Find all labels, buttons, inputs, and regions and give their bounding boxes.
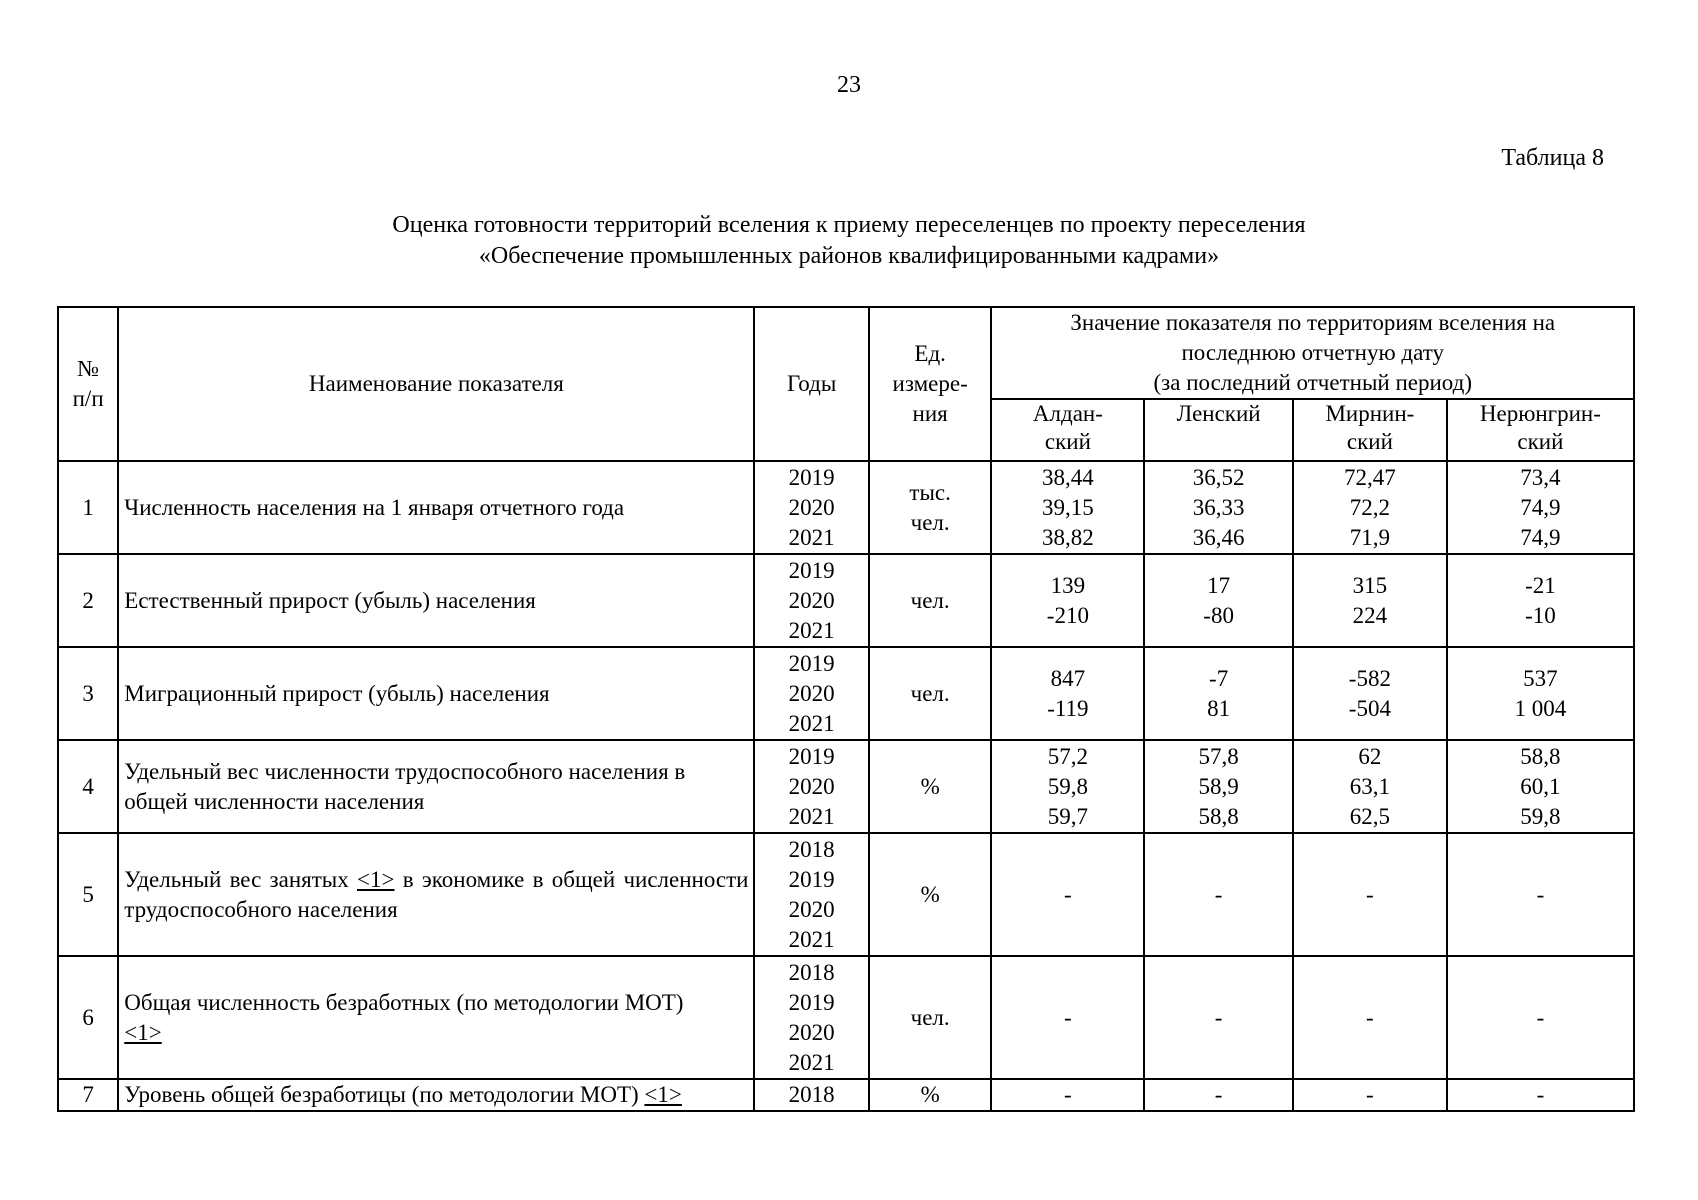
years-cell: 2019 2020 2021 [754,461,868,554]
years-cell: 2018 2019 2020 2021 [754,956,868,1079]
value-lensky: - [1144,1079,1293,1111]
value-aldan: - [991,1079,1144,1111]
table-row [58,647,1634,740]
value-neryungri: 58,8 60,1 59,8 [1447,740,1634,833]
unit-cell: чел. [869,956,992,1079]
value-mirny: - [1293,833,1447,956]
years-cell: 2018 [754,1079,868,1111]
value-mirny: 315 224 [1293,554,1447,647]
unit-cell: чел. [869,554,992,647]
page-number: 23 [837,72,861,98]
indicator-name: Миграционный прирост (убыль) населения [118,647,754,740]
value-mirny: - [1293,956,1447,1079]
value-lensky: 36,52 36,33 36,46 [1144,461,1293,554]
table-row [58,1079,1634,1111]
footnote-link[interactable]: <1> [124,1019,162,1045]
value-aldan: - [991,833,1144,956]
value-lensky: 57,8 58,9 58,8 [1144,740,1293,833]
title-line-1: Оценка готовности территорий вселения к приему переселенцев по проекту переселения [392,212,1306,238]
row-number: 5 [58,833,118,956]
value-mirny: 72,47 72,2 71,9 [1293,461,1447,554]
unit-cell: % [869,1079,992,1111]
table-row [58,461,1634,554]
value-aldan: 139 -210 [991,554,1144,647]
value-lensky: - [1144,956,1293,1079]
years-cell: 2019 2020 2021 [754,740,868,833]
footnote-link[interactable]: <1> [644,1082,682,1107]
value-aldan: 57,2 59,8 59,7 [991,740,1144,833]
header-aldan: Алдан- ский [991,399,1144,461]
indicator-name: Общая численность безработных (по методологии МОТ) <1> [118,956,754,1079]
row-number: 7 [58,1079,118,1111]
indicator-table [57,306,1635,1112]
value-neryungri: -21 -10 [1447,554,1634,647]
footnote-link[interactable]: <1> [357,866,395,892]
table-row [58,833,1634,956]
value-lensky: -7 81 [1144,647,1293,740]
value-neryungri: 537 1 004 [1447,647,1634,740]
value-lensky: 17 -80 [1144,554,1293,647]
years-cell: 2019 2020 2021 [754,554,868,647]
years-cell: 2018 2019 2020 2021 [754,833,868,956]
document-title [0,210,1698,272]
value-neryungri: 73,4 74,9 74,9 [1447,461,1634,554]
value-neryungri: - [1447,956,1634,1079]
indicator-name: Численность населения на 1 января отчетного года [118,461,754,554]
value-aldan: 847 -119 [991,647,1144,740]
years-cell: 2019 2020 2021 [754,647,868,740]
header-years: Годы [754,307,868,461]
unit-cell: % [869,833,992,956]
row-number: 2 [58,554,118,647]
header-lensky: Ленский [1144,399,1293,461]
row-number: 4 [58,740,118,833]
row-number: 1 [58,461,118,554]
value-aldan: 38,44 39,15 38,82 [991,461,1144,554]
indicator-name: Удельный вес занятых <1> в экономике в общей численности трудоспособного населения [118,833,754,956]
value-aldan: - [991,956,1144,1079]
header-number: № п/п [58,307,118,461]
value-neryungri: - [1447,833,1634,956]
header-indicator-name: Наименование показателя [118,307,754,461]
value-lensky: - [1144,833,1293,956]
value-mirny: - [1293,1079,1447,1111]
unit-cell: тыс. чел. [869,461,992,554]
value-mirny: -582 -504 [1293,647,1447,740]
header-mirny: Мирнин- ский [1293,399,1447,461]
row-number: 6 [58,956,118,1079]
indicator-name: Естественный прирост (убыль) населения [118,554,754,647]
unit-cell: чел. [869,647,992,740]
indicator-name: Уровень общей безработицы (по методологии МОТ) <1> [118,1079,754,1111]
indicator-name: Удельный вес численности трудоспособного населения в общей численности населения [118,740,754,833]
table-row [58,554,1634,647]
value-mirny: 62 63,1 62,5 [1293,740,1447,833]
header-unit: Ед. измере- ния [869,307,992,461]
table-row [58,956,1634,1079]
title-line-2: «Обеспечение промышленных районов квалифицированными кадрами» [478,243,1220,269]
header-neryungri: Нерюнгрин- ский [1447,399,1634,461]
table-row [58,740,1634,833]
value-neryungri: - [1447,1079,1634,1111]
header-territories-group: Значение показателя по территориям вселения на последнюю отчетную дату (за последний отчетный период) [991,307,1634,399]
table-label: Таблица 8 [1501,145,1604,171]
unit-cell: % [869,740,992,833]
row-number: 3 [58,647,118,740]
